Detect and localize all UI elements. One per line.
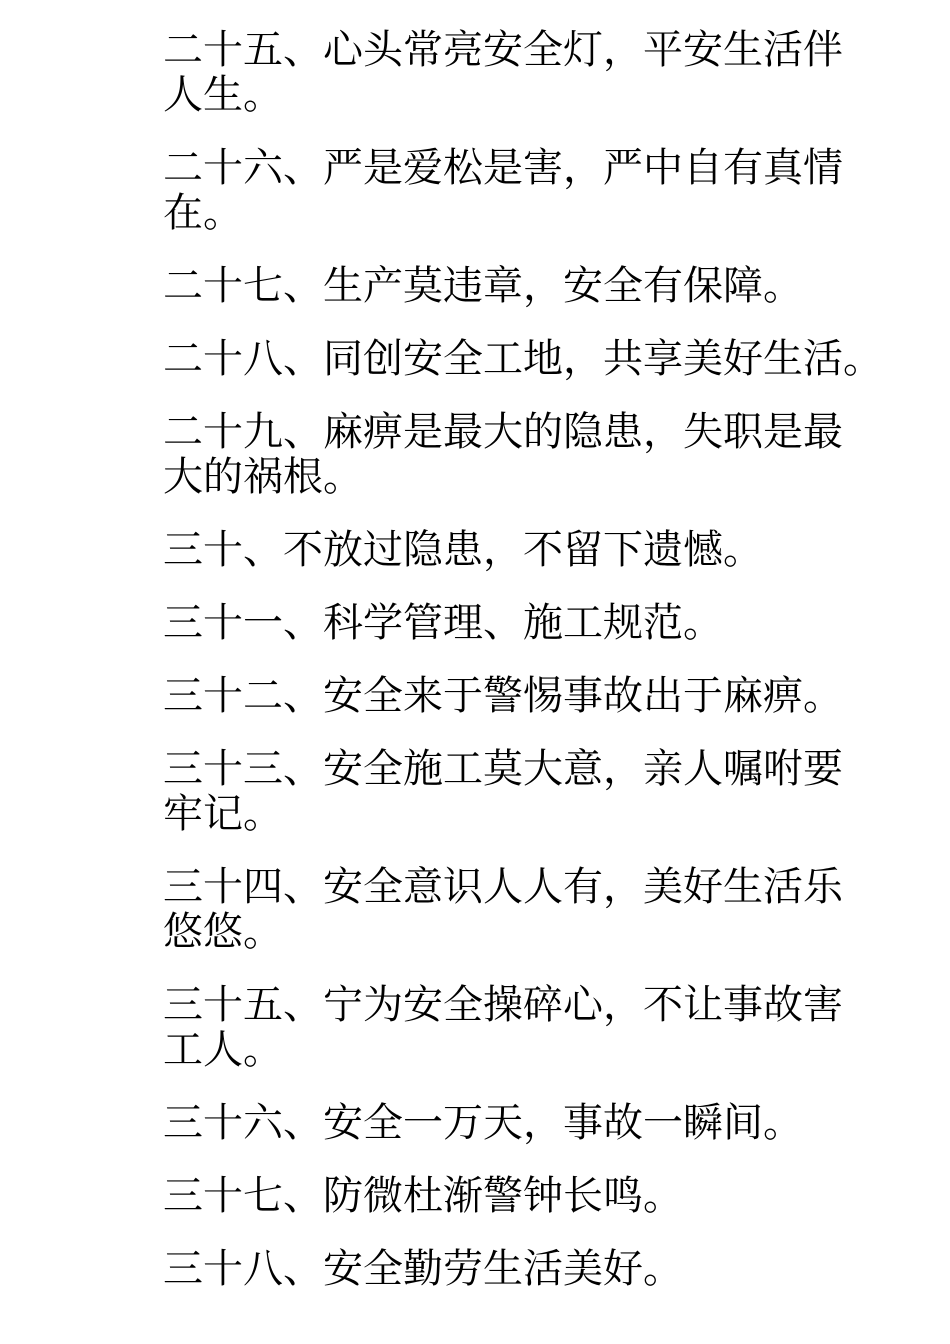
slogan-37: 三十七、防微杜渐警钟长鸣。 bbox=[163, 1173, 683, 1219]
slogan-35: 三十五、宁为安全操碎心，不让事故害工人。 bbox=[163, 982, 843, 1073]
slogan-27: 二十七、生产莫违章，安全有保障。 bbox=[163, 263, 803, 309]
slogan-38: 三十八、安全勤劳生活美好。 bbox=[163, 1246, 683, 1292]
slogan-32: 三十二、安全来于警惕事故出于麻痹。 bbox=[163, 673, 843, 719]
slogan-30: 三十、不放过隐患，不留下遗憾。 bbox=[163, 527, 763, 573]
slogan-33: 三十三、安全施工莫大意，亲人嘱咐要牢记。 bbox=[163, 746, 843, 837]
slogan-34: 三十四、安全意识人人有，美好生活乐悠悠。 bbox=[163, 864, 843, 955]
slogan-29: 二十九、麻痹是最大的隐患，失职是最大的祸根。 bbox=[163, 409, 843, 500]
slogan-28: 二十八、同创安全工地，共享美好生活。 bbox=[163, 336, 883, 382]
slogan-list bbox=[163, 28, 883, 1320]
slogan-25: 二十五、心头常亮安全灯，平安生活伴人生。 bbox=[163, 27, 843, 118]
slogan-31: 三十一、科学管理、施工规范。 bbox=[163, 600, 723, 646]
slogan-36: 三十六、安全一万天，事故一瞬间。 bbox=[163, 1100, 803, 1146]
slogan-26: 二十六、严是爱松是害，严中自有真情在。 bbox=[163, 145, 843, 236]
